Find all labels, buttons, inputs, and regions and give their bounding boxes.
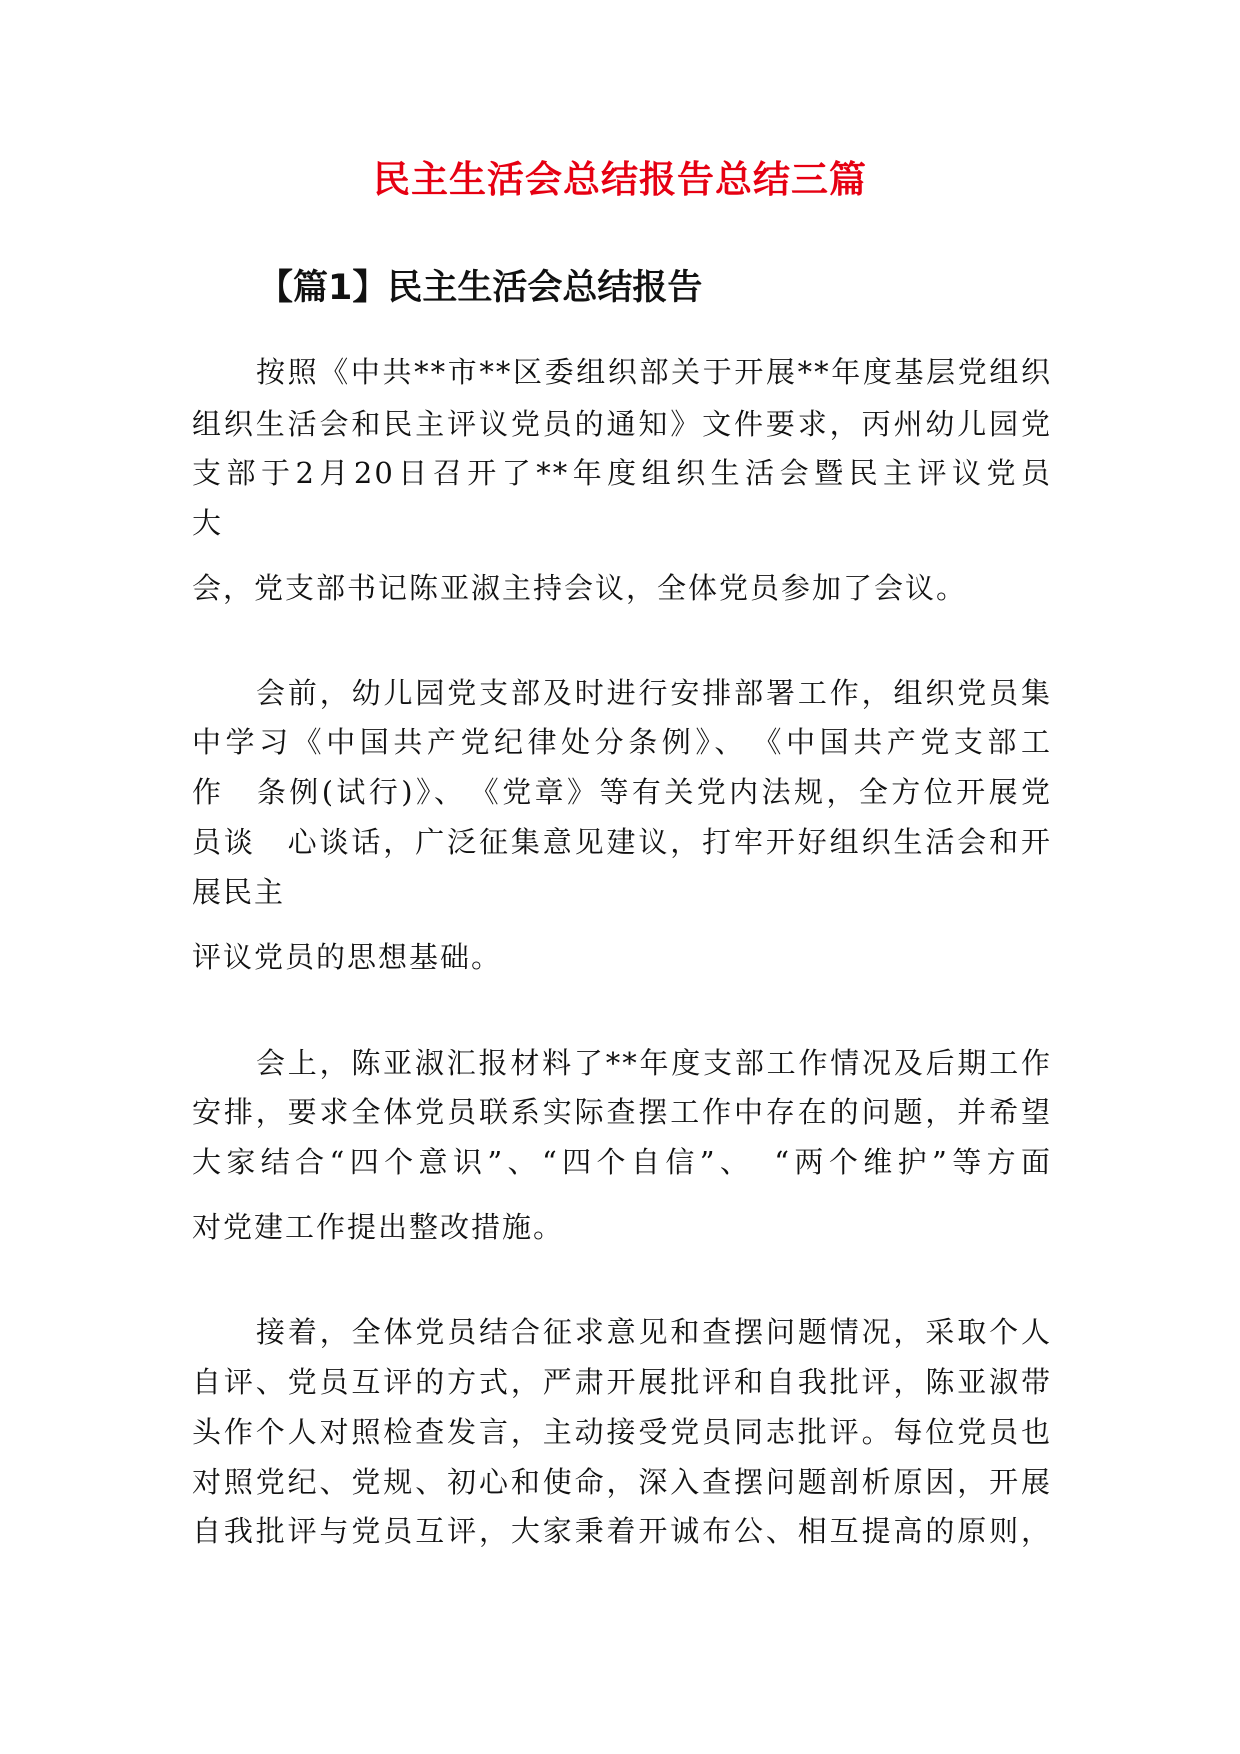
text-line: 会，党支部书记陈亚淑主持会议，全体党员参加了会议。 bbox=[192, 571, 968, 605]
text-line: 作 条例(试行)》、 《党章》等有关党内法规，全方位开展党 bbox=[192, 775, 1052, 809]
text-line: 自我批评与党员互评，大家秉着开诚布公、相互提高的原则， bbox=[192, 1514, 1052, 1548]
text-line: 安排，要求全体党员联系实际查摆工作中存在的问题，并希望 bbox=[192, 1095, 1052, 1129]
text-line: 员谈 心谈话，广泛征集意见建议，打牢开好组织生活会和开 bbox=[192, 825, 1052, 859]
text-line: 组织生活会和民主评议党员的通知》文件要求，丙州幼儿园党 bbox=[192, 407, 1052, 441]
text-line: 大家结合“四个意识”、“四个自信”、 “两个维护”等方面 bbox=[192, 1145, 1052, 1179]
text-line: 自评、党员互评的方式，严肃开展批评和自我批评，陈亚淑带 bbox=[192, 1365, 1052, 1399]
document-title: 民主生活会总结报告总结三篇 bbox=[373, 158, 867, 201]
text-line: 会上，陈亚淑汇报材料了**年度支部工作情况及后期工作 bbox=[256, 1046, 1052, 1080]
text-line: 按照《中共**市**区委组织部关于开展**年度基层党组织 bbox=[256, 355, 1052, 389]
text-line: 中学习《中国共产党纪律处分条例》、 《中国共产党支部工 bbox=[192, 725, 1052, 759]
text-line: 头作个人对照检查发言，主动接受党员同志批评。每位党员也 bbox=[192, 1415, 1052, 1449]
text-line: 评议党员的思想基础。 bbox=[192, 940, 503, 974]
text-line: 展民主 bbox=[192, 875, 286, 909]
text-line: 对党建工作提出整改措施。 bbox=[192, 1210, 565, 1244]
section-heading: 【篇1】民主生活会总结报告 bbox=[258, 268, 703, 308]
text-line: 会前，幼儿园党支部及时进行安排部署工作，组织党员集 bbox=[256, 676, 1052, 710]
text-line: 接着，全体党员结合征求意见和查摆问题情况，采取个人 bbox=[256, 1315, 1052, 1349]
text-line: 对照党纪、党规、初心和使命，深入查摆问题剖析原因，开展 bbox=[192, 1465, 1052, 1499]
text-line: 大 bbox=[192, 506, 224, 540]
text-line: 支部于2月20日召开了**年度组织生活会暨民主评议党员 bbox=[192, 456, 1052, 490]
